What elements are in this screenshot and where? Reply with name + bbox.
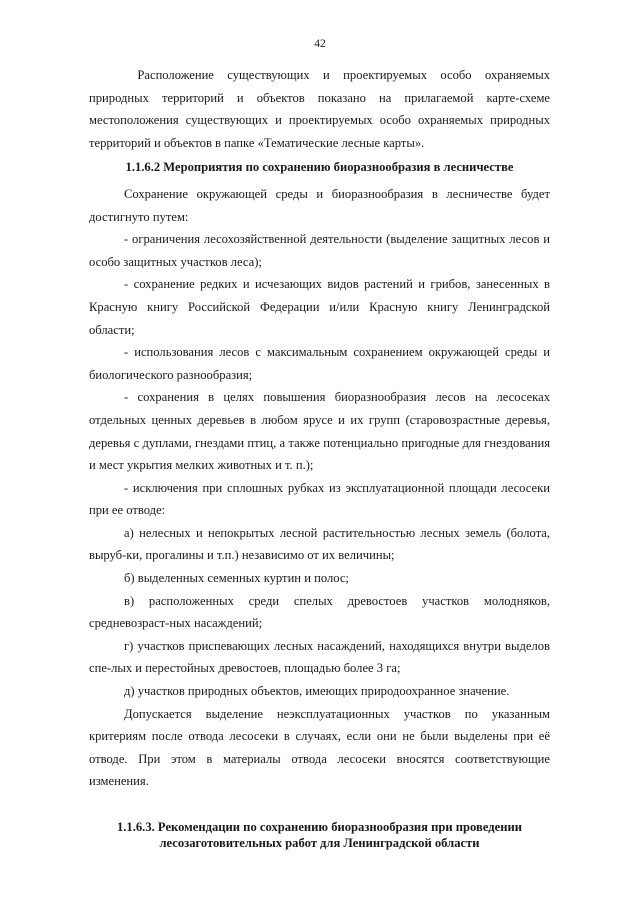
list-item: - сохранения в целях повышения биоразнообразия лесов на лесосеках отдельных ценных деревьев в любом ярусе и их групп (старовозрастные деревья, деревья с дуплами, гнездами птиц, а также потенциально пригодные для гнездования и мест укрытия мелких животных и т. п.); <box>89 390 550 473</box>
section-heading-1-1-6-3 <box>89 819 550 851</box>
paragraph-intro: Сохранение окружающей среды и биоразнообразия в лесничестве будет достигнуто путем: <box>89 186 550 224</box>
document-body <box>89 64 550 851</box>
page-number: 42 <box>314 38 326 50</box>
sub-list-item: в) расположенных среди спелых древостоев участков молодняков, средневозраст-ных насаждений; <box>89 593 550 631</box>
paragraph-allowed: Допускается выделение неэксплуатационных участков по указанным критериям после отвода лесосеки в случаях, если они не были выделены при её отводе. При этом в материалы отвода лесосеки вносятся соответствующие изменения. <box>89 706 550 789</box>
list-item: - ограничения лесохозяйственной деятельности (выделение защитных лесов и особо защитных участков леса); <box>89 232 550 269</box>
list-item: - сохранение редких и исчезающих видов растений и грибов, занесенных в Красную книгу Российской Федерации и/или Красную книгу Ленинградской области; <box>89 277 550 337</box>
sub-list-item: б) выделенных семенных куртин и полос; <box>124 571 349 586</box>
paragraph-location: Расположение существующих и проектируемых особо охраняемых природных территорий и объектов показано на прилагаемой карте-схеме местоположения существующих и проектируемых особо охраняемых природных территорий и объектов в папке «Тематические лесные карты». <box>89 68 550 150</box>
sub-list-item: а) нелесных и непокрытых лесной растительностью лесных земель (болота, выруб-ки, прогалины и т.п.) независимо от их величины; <box>89 525 550 563</box>
section-heading-1-1-6-2: 1.1.6.2 Мероприятия по сохранению биоразнообразия в лесничестве <box>125 160 514 175</box>
section-heading-line-2: лесозаготовительных работ для Ленинградской области <box>159 836 480 850</box>
sub-list-item: г) участков приспевающих лесных насаждений, находящихся внутри выделов спе-лых и перестойных древостоев, площадью более 3 га; <box>89 638 550 676</box>
list-item: - исключения при сплошных рубках из эксплуатационной площади лесосеки при ее отводе: <box>89 480 550 518</box>
list-item: - использования лесов с максимальным сохранением окружающей среды и биологического разнообразия; <box>89 345 550 382</box>
sub-list-item: д) участков природных объектов, имеющих природоохранное значение. <box>124 684 510 699</box>
section-heading-line-1: 1.1.6.3. Рекомендации по сохранению биоразнообразия при проведении <box>116 820 522 834</box>
